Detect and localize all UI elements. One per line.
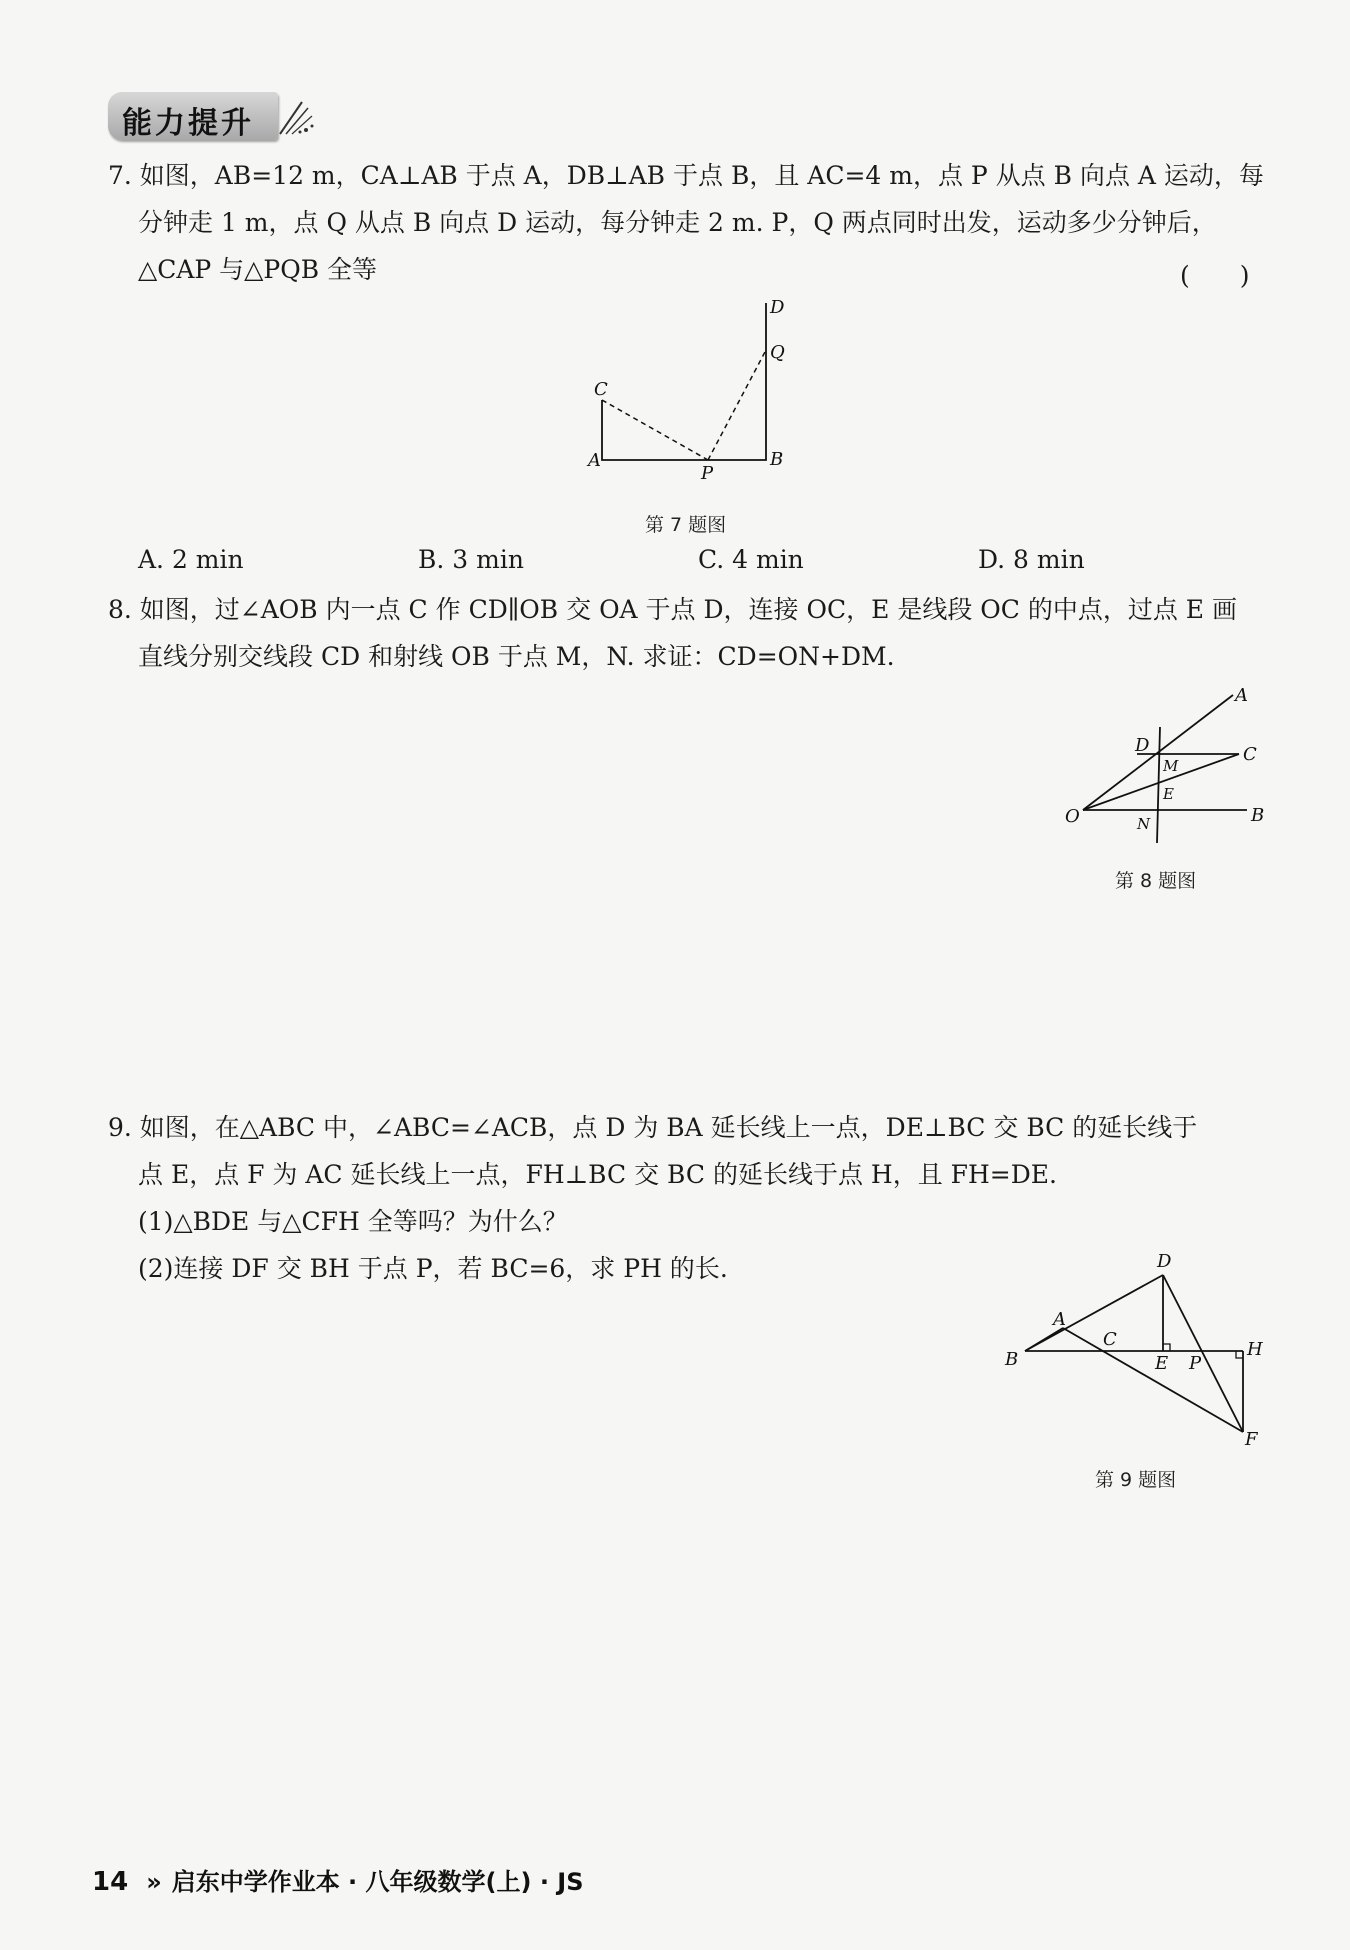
section-banner xyxy=(108,92,308,144)
q8-label-n: N xyxy=(1137,815,1151,833)
q8-label-c: C xyxy=(1243,744,1257,765)
page-number: 14 xyxy=(92,1867,129,1897)
q7-label-d: D xyxy=(770,297,785,318)
q7-option-b: B. 3 min xyxy=(418,545,524,574)
double-arrow-icon: » xyxy=(146,1868,162,1896)
q7-figure xyxy=(580,295,800,490)
q7-option-c: C. 4 min xyxy=(698,545,804,574)
q7-figure-caption: 第 7 题图 xyxy=(645,514,727,536)
q8-label-b: B xyxy=(1251,805,1265,826)
q8-label-m: M xyxy=(1163,757,1179,775)
q9-label-p: P xyxy=(1189,1353,1202,1374)
q8-label-o: O xyxy=(1065,806,1080,827)
q9-label-b: B xyxy=(1005,1349,1019,1370)
q8-label-e: E xyxy=(1163,785,1174,803)
q8-figure xyxy=(1055,685,1275,845)
q8-figure-caption: 第 8 题图 xyxy=(1115,870,1197,892)
q9-line1: 9. 如图，在△ABC 中，∠ABC=∠ACB，点 D 为 BA 延长线上一点，DE⊥BC 交 BC 的延长线于 xyxy=(108,1113,1198,1142)
q8-line2: 直线分别交线段 CD 和射线 OB 于点 M，N. 求证：CD=ON+DM. xyxy=(138,642,895,671)
q7-answer-paren: ( ) xyxy=(1180,261,1250,290)
q9-label-f: F xyxy=(1245,1429,1258,1450)
q9-line2: 点 E，点 F 为 AC 延长线上一点，FH⊥BC 交 BC 的延长线于点 H，且 FH=DE. xyxy=(138,1160,1057,1189)
q7-line2: 分钟走 1 m，点 Q 从点 B 向点 D 运动，每分钟走 2 m. P，Q 两点同时出发，运动多少分钟后， xyxy=(138,208,1217,237)
q7-label-b: B xyxy=(770,449,784,470)
q9-label-h: H xyxy=(1247,1339,1263,1360)
banner-title: 能力提升 xyxy=(122,106,254,141)
q7-label-q: Q xyxy=(770,342,785,363)
q9-sub2: (2)连接 DF 交 BH 于点 P，若 BC=6，求 PH 的长. xyxy=(138,1254,728,1283)
q9-label-e: E xyxy=(1155,1353,1169,1374)
q9-figure xyxy=(995,1245,1285,1450)
q8-label-d: D xyxy=(1135,735,1150,756)
q7-label-c: C xyxy=(594,379,608,400)
q9-label-d: D xyxy=(1157,1251,1172,1272)
page-footer xyxy=(92,1862,584,1897)
q7-option-a: A. 2 min xyxy=(138,545,244,574)
q7-option-d: D. 8 min xyxy=(978,545,1085,574)
q9-figure-caption: 第 9 题图 xyxy=(1095,1469,1177,1491)
q7-label-p: P xyxy=(701,463,714,484)
q9-sub1: (1)△BDE 与△CFH 全等吗？为什么？ xyxy=(138,1207,568,1236)
q8-label-a: A xyxy=(1235,685,1248,706)
q9-label-a: A xyxy=(1053,1309,1066,1330)
sparkle-icon xyxy=(276,94,316,138)
q8-line1: 8. 如图，过∠AOB 内一点 C 作 CD∥OB 交 OA 于点 D，连接 OC，E 是线段 OC 的中点，过点 E 画 xyxy=(108,595,1237,624)
book-title: 启东中学作业本 · 八年级数学(上) · JS xyxy=(171,1868,584,1896)
q7-label-a: A xyxy=(588,450,601,471)
q9-label-c: C xyxy=(1103,1329,1117,1350)
q7-line3: △CAP 与△PQB 全等 xyxy=(138,255,378,284)
q7-line1: 7. 如图，AB=12 m，CA⊥AB 于点 A，DB⊥AB 于点 B，且 AC=4 m，点 P 从点 B 向点 A 运动，每 xyxy=(108,161,1264,190)
